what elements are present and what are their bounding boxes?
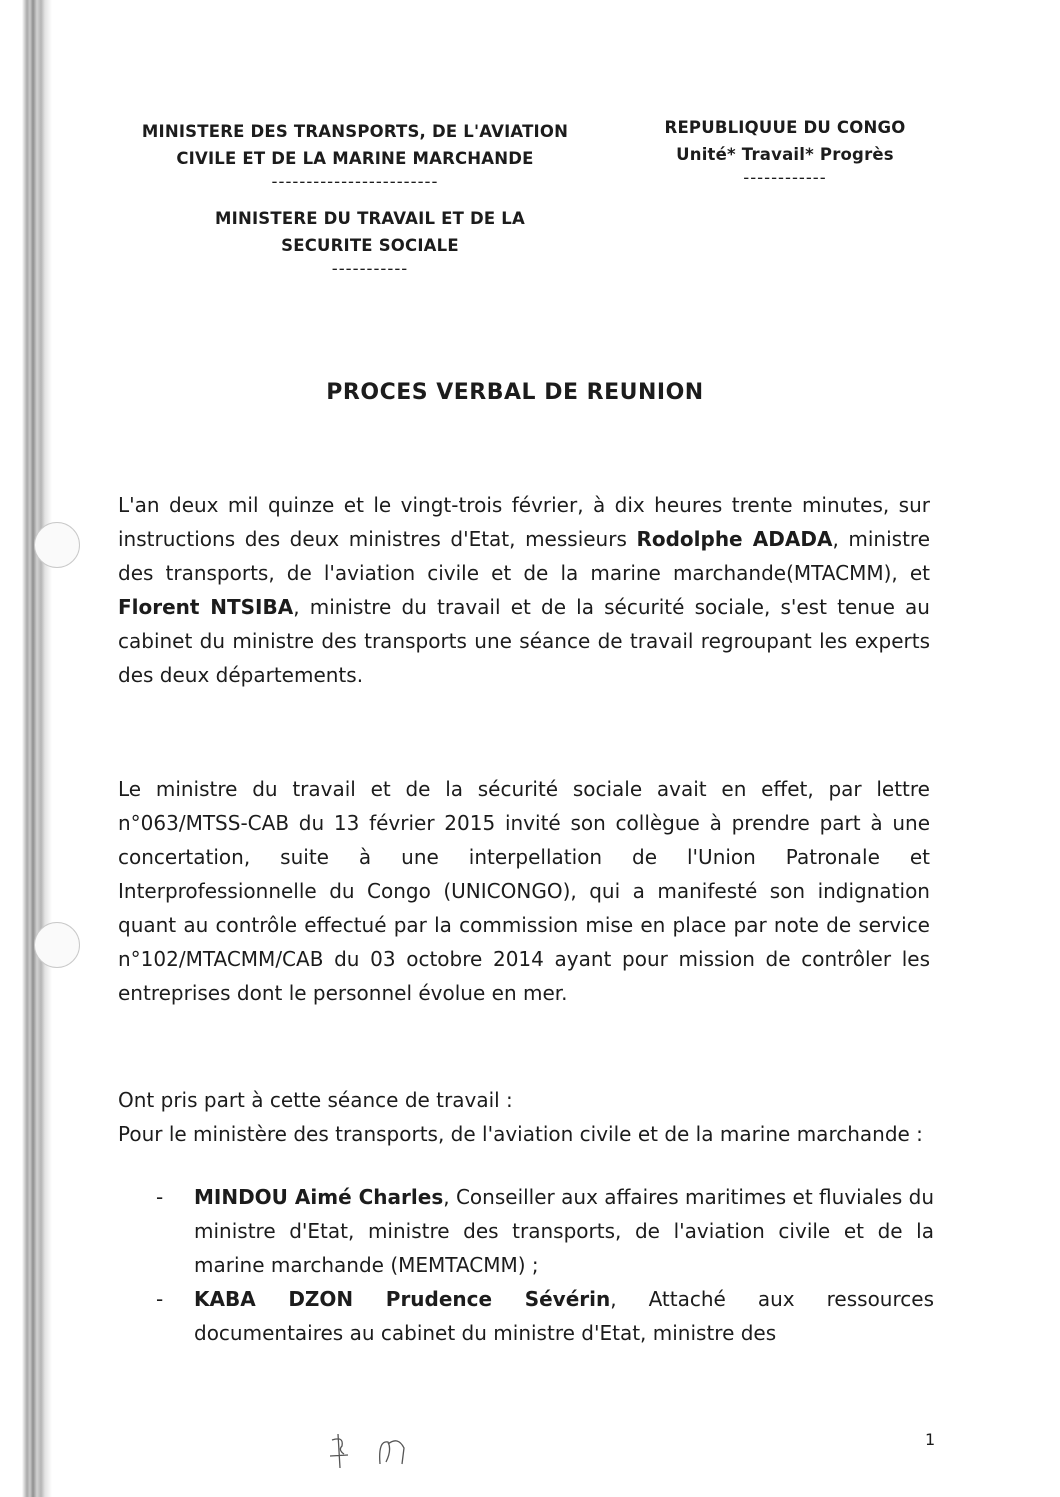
intro-name-2: Florent NTSIBA	[118, 595, 294, 619]
header-left-line1: MINISTERE DES TRANSPORTS, DE L'AVIATION	[141, 122, 569, 141]
header-left-line4: SECURITE SOCIALE	[281, 236, 459, 255]
header-right-motto: Unité* Travail* Progrès	[676, 145, 894, 164]
paragraph-context: Le ministre du travail et de la sécurité sociale avait en effet, par lettre n°063/MTSS-CAB du 13 février 2015 invité son collègue à prendre part à une concertation, suite à une interpellation de l'Union Patronale et Interprofessionnelle du Congo (UNICONGO), qui a manifesté son indignation quant au contrôle effectué par la commission mise en place par note de service n°102/MTACMM/CAB du 03 octobre 2014 ayant pour mission de contrôler les entreprises dont le personnel évolue en mer.	[118, 777, 930, 1005]
list-item	[128, 1180, 934, 1282]
punch-hole-top	[34, 522, 80, 568]
participants-list	[128, 1180, 934, 1350]
participant-role: , Conseiller aux affaires maritimes et fluviales du ministre d'Etat, ministre des transports, de l'aviation civile et de la marine marchande (MEMTACMM) ;	[194, 1185, 934, 1277]
header-ministry-travail	[150, 205, 590, 279]
intro-text-3: , ministre du travail et de la sécurité sociale, s'est tenue au cabinet du ministre des transports une séance de travail regroupant les experts des deux départements.	[118, 595, 930, 687]
list-dash: -	[156, 1185, 164, 1209]
punch-hole-bottom	[34, 922, 80, 968]
intro-text-1: L'an deux mil quinze et le vingt-trois février, à dix heures trente minutes, sur instructions des deux ministres d'Etat, messieurs	[118, 493, 930, 551]
paragraph-intro	[118, 488, 930, 692]
header-left-line2: CIVILE ET DE LA MARINE MARCHANDE	[176, 149, 534, 168]
intro-text-2: , ministre des transports, de l'aviation civile et de la marine marchande(MTACMM), et	[118, 527, 931, 585]
header-right-line1: REPUBLIQUUE DU CONGO	[664, 118, 906, 137]
header-ministry-transports	[95, 118, 615, 192]
list-dash: -	[156, 1287, 164, 1311]
handwritten-initials	[318, 1428, 428, 1476]
participant-role: , Attaché aux ressources documentaires au cabinet du ministre d'Etat, ministre des	[194, 1287, 934, 1345]
participants-intro-line2: Pour le ministère des transports, de l'aviation civile et de la marine marchande :	[118, 1122, 923, 1146]
list-item	[128, 1282, 934, 1350]
document-title: PROCES VERBAL DE REUNION	[326, 380, 704, 405]
intro-name-1: Rodolphe ADADA	[636, 527, 833, 551]
header-left-separator2: -----------	[331, 259, 409, 278]
participant-name: MINDOU Aimé Charles	[194, 1185, 444, 1209]
header-republic	[640, 114, 930, 188]
participants-intro-line1: Ont pris part à cette séance de travail :	[118, 1088, 513, 1112]
header-left-separator: ------------------------	[271, 172, 439, 191]
header-left-line3: MINISTERE DU TRAVAIL ET DE LA	[215, 209, 525, 228]
participant-name: KABA DZON Prudence Sévérin	[194, 1287, 611, 1311]
header-right-separator: ------------	[743, 168, 827, 187]
page-number: 1	[925, 1430, 936, 1449]
scan-binding-edge	[22, 0, 52, 1497]
paragraph-participants-intro	[118, 1083, 930, 1151]
